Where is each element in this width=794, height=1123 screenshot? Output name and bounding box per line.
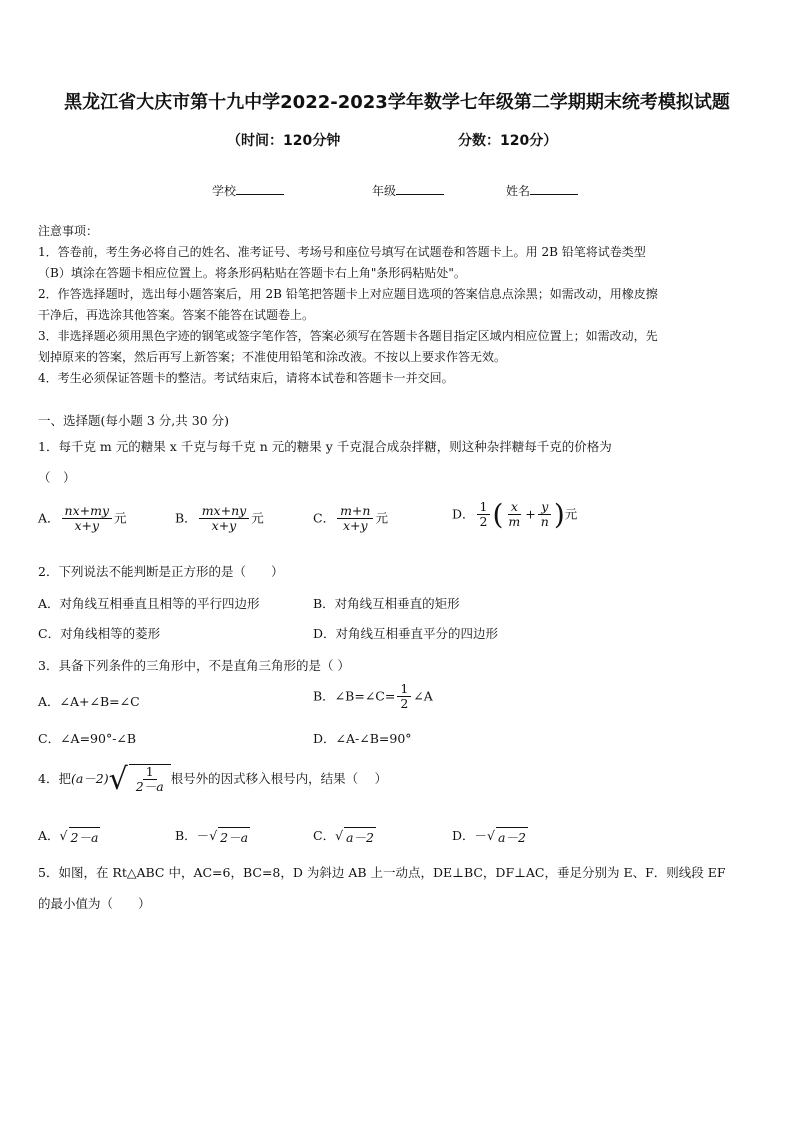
fraction [337, 504, 373, 534]
grade-field[interactable] [372, 182, 444, 199]
notes-line: 4．考生必须保证答题卡的整洁。考试结束后，请将本试卷和答题卡一并交回。 [38, 371, 454, 385]
q4-option-c[interactable] [313, 826, 376, 846]
option-letter: A． [38, 510, 60, 526]
denominator: x+y [342, 518, 368, 534]
numerator: 1 [397, 682, 411, 697]
stem-text: 4．把 [38, 771, 71, 786]
q1-option-b[interactable] [175, 504, 264, 534]
option-letter: B． [175, 510, 197, 526]
radicand: 2－a [218, 827, 250, 846]
grade-label: 年级 [372, 184, 397, 198]
radicand: a－2 [496, 827, 528, 846]
q3-option-b[interactable] [313, 682, 433, 712]
exam-time: （时间：120分钟 [227, 133, 341, 149]
page-title: 黑龙江省大庆市第十九中学2022-2023学年数学七年级第二学期期末统考模拟试题 [64, 92, 730, 113]
stem-text: 根号外的因式移入根号内，结果（ ） [170, 771, 388, 786]
notes-line: 2．作答选择题时，选出每小题答案后，用 2B 铅笔把答题卡上对应题目选项的答案信息点涂黑；如需改动，用橡皮擦 [38, 287, 658, 301]
q2-option-b[interactable]: B．对角线互相垂直的矩形 [313, 596, 460, 611]
notes-line: （B）填涂在答题卡相应位置上。将条形码粘贴在答题卡右上角"条形码粘贴处"。 [38, 266, 466, 280]
school-blank[interactable] [236, 182, 284, 195]
q2-option-d[interactable]: D．对角线互相垂直平分的四边形 [313, 626, 499, 641]
fraction [538, 500, 552, 530]
numerator: 1 [477, 500, 491, 515]
denominator: 2 [479, 514, 488, 530]
section-heading: 一、选择题(每小题 3 分,共 30 分) [38, 413, 229, 428]
q4-stem [38, 762, 387, 797]
q5-stem-line1: 5．如图，在 Rt△ABC 中，AC=6，BC=8，D 为斜边 AB 上一动点，DE⊥BC，DF⊥AC，垂足分别为 E、F．则线段 EF [38, 865, 726, 880]
unit-yuan: 元 [114, 510, 127, 526]
q3-stem: 3．具备下列条件的三角形中，不是直角三角形的是（ ） [38, 658, 350, 673]
denominator: n [540, 514, 549, 530]
q4-option-b[interactable] [175, 826, 250, 846]
radical-sign: √ [108, 762, 128, 797]
left-paren: ( [492, 497, 504, 531]
radicand: 2－a [69, 827, 101, 846]
grade-blank[interactable] [396, 182, 444, 195]
option-letter: A． [38, 828, 60, 843]
denominator: x+y [74, 518, 100, 534]
q2-option-a[interactable]: A．对角线互相垂直且相等的平行四边形 [38, 596, 260, 611]
notes-line: 1．答卷前，考生务必将自己的姓名、准考证号、考场号和座位号填写在试题卷和答题卡上。用 2B 铅笔将试卷类型 [38, 245, 646, 259]
denominator: m [508, 514, 521, 530]
name-label: 姓名 [506, 184, 531, 198]
numerator: nx+my [62, 504, 113, 519]
notes-line: 3．非选择题必须用黑色字迹的钢笔或签字笔作答，答案必须写在答题卡各题目指定区域内相应位置上；如需改动，先 [38, 329, 658, 343]
notes-line: 干净后，再选涂其他答案。答案不能答在试题卷上。 [38, 308, 315, 322]
factor: (a－2) [70, 771, 109, 786]
q1-option-c[interactable] [313, 504, 388, 534]
unit-yuan: 元 [564, 506, 578, 522]
radicand: a－2 [344, 827, 376, 846]
radical-sign: √ [335, 828, 344, 843]
notes-block [38, 221, 658, 389]
fraction [133, 765, 167, 795]
radicand [129, 764, 171, 795]
radical-sign: √ [209, 828, 218, 843]
denominator: 2－a [135, 779, 164, 794]
q1-option-d[interactable]: D． $\frac{1}{2}$ ( $\frac{x}{m}$ + $\frac{y}{n}$ )元 [452, 497, 578, 531]
denominator: 2 [400, 696, 409, 712]
numerator: m+n [337, 504, 373, 519]
q4-option-a[interactable] [38, 826, 100, 846]
q4-option-d[interactable] [452, 826, 528, 846]
option-letter: C． [313, 828, 336, 843]
numerator: 1 [143, 765, 157, 780]
q5-stem-line2: 的最小值为（ ） [38, 896, 151, 911]
option-letter: C． [313, 510, 336, 526]
notes-heading: 注意事项： [38, 224, 99, 238]
notes-line: 划掉原来的答案，然后再写上新答案；不准使用铅笔和涂改液。不按以上要求作答无效。 [38, 350, 507, 364]
fraction [397, 682, 411, 712]
radical-sign: √ [487, 828, 495, 843]
q3-option-d[interactable]: D．∠A-∠B=90° [313, 731, 412, 746]
q2-option-c[interactable]: C．对角线相等的菱形 [38, 626, 161, 641]
numerator: mx+ny [199, 504, 250, 519]
fraction [62, 504, 113, 534]
sqrt-expression [109, 762, 171, 797]
school-field[interactable] [212, 182, 284, 199]
q1-paren: （ ） [38, 470, 76, 485]
unit-yuan: 元 [251, 510, 264, 526]
q3-option-c[interactable]: C．∠A=90°-∠B [38, 731, 137, 746]
unit-yuan: 元 [375, 510, 388, 526]
option-letter: B．－ [175, 828, 210, 843]
q1-stem: 1．每千克 m 元的糖果 x 千克与每千克 n 元的糖果 y 千克混合成杂拌糖，则这种杂拌糖每千克的价格为 [38, 439, 612, 454]
numerator: y [538, 500, 551, 515]
option-letter: D．－ [452, 828, 488, 843]
fraction [199, 504, 250, 534]
option-text: B．∠B=∠C= [313, 688, 396, 704]
fraction [477, 500, 491, 530]
name-field[interactable] [506, 182, 578, 199]
fraction [505, 500, 523, 530]
option-letter: D． [452, 506, 475, 522]
right-paren: ) [553, 497, 565, 531]
option-text: ∠A [413, 688, 433, 704]
exam-score: 分数：120分） [458, 133, 558, 149]
name-blank[interactable] [530, 182, 578, 195]
q3-option-a[interactable]: A．∠A+∠B=∠C [38, 694, 140, 709]
denominator: x+y [211, 518, 237, 534]
radical-sign: √ [59, 828, 68, 843]
q2-stem: 2．下列说法不能判断是正方形的是（ ） [38, 564, 284, 579]
numerator: x [508, 500, 521, 515]
school-label: 学校 [212, 184, 237, 198]
q1-option-a[interactable] [38, 504, 127, 534]
